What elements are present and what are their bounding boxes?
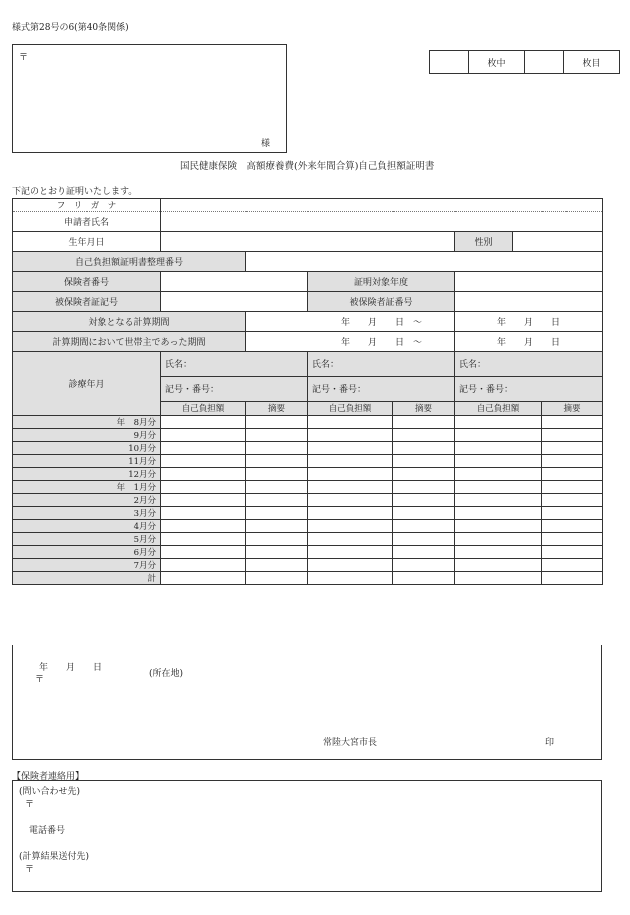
applicant-name-field[interactable] bbox=[161, 212, 603, 232]
total-label: 計 bbox=[13, 572, 161, 585]
insured-number-field[interactable] bbox=[455, 292, 603, 312]
self-pay-cell[interactable] bbox=[161, 494, 246, 507]
self-pay-cell[interactable] bbox=[455, 455, 542, 468]
head-period-end[interactable]: 年 月 日 bbox=[455, 332, 603, 352]
remarks-cell[interactable] bbox=[246, 455, 308, 468]
month-row bbox=[13, 546, 603, 559]
self-pay-cell[interactable] bbox=[308, 455, 393, 468]
contact-box bbox=[12, 780, 602, 892]
remarks-cell[interactable] bbox=[246, 520, 308, 533]
self-pay-cell[interactable] bbox=[308, 533, 393, 546]
total-cell[interactable] bbox=[246, 572, 308, 585]
self-pay-cell[interactable] bbox=[455, 507, 542, 520]
month-row bbox=[13, 455, 603, 468]
self-pay-cell[interactable] bbox=[308, 520, 393, 533]
insured-symbol-label: 被保険者証記号 bbox=[13, 292, 161, 312]
remarks-cell[interactable] bbox=[393, 546, 455, 559]
person2-remarks-header: 摘要 bbox=[393, 401, 455, 415]
remarks-cell[interactable] bbox=[542, 481, 603, 494]
self-pay-cell[interactable] bbox=[455, 481, 542, 494]
self-pay-cell[interactable] bbox=[161, 429, 246, 442]
cert-postal-mark: 〒 bbox=[35, 675, 45, 685]
month-label: 11月分 bbox=[13, 455, 161, 468]
remarks-cell[interactable] bbox=[393, 481, 455, 494]
insurer-number-field[interactable] bbox=[161, 272, 308, 292]
remarks-cell[interactable] bbox=[393, 533, 455, 546]
gender-field[interactable] bbox=[513, 232, 603, 252]
self-pay-cell[interactable] bbox=[455, 442, 542, 455]
remarks-cell[interactable] bbox=[542, 507, 603, 520]
remarks-cell[interactable] bbox=[393, 429, 455, 442]
cert-number-field[interactable] bbox=[246, 252, 603, 272]
remarks-cell[interactable] bbox=[393, 507, 455, 520]
remarks-cell[interactable] bbox=[542, 494, 603, 507]
form-number: 様式第28号の6(第40条関係) bbox=[12, 23, 129, 33]
month-row bbox=[13, 468, 603, 481]
cert-date[interactable]: 年 月 日 bbox=[39, 663, 103, 673]
remarks-cell[interactable] bbox=[246, 494, 308, 507]
remarks-cell[interactable] bbox=[542, 442, 603, 455]
self-pay-cell[interactable] bbox=[455, 494, 542, 507]
self-pay-cell[interactable] bbox=[161, 481, 246, 494]
self-pay-cell[interactable] bbox=[161, 468, 246, 481]
month-label: 5月分 bbox=[13, 533, 161, 546]
page-counter bbox=[429, 50, 620, 74]
month-row bbox=[13, 494, 603, 507]
person3-self-pay-header: 自己負担額 bbox=[455, 401, 542, 415]
cert-year-field[interactable] bbox=[455, 272, 603, 292]
self-pay-cell[interactable] bbox=[161, 455, 246, 468]
honorific: 様 bbox=[261, 139, 271, 149]
contact-heading: 【保険者連絡用】 bbox=[12, 772, 85, 782]
remarks-cell[interactable] bbox=[542, 533, 603, 546]
location-label: (所在地) bbox=[149, 669, 184, 679]
remarks-cell[interactable] bbox=[542, 468, 603, 481]
person2-self-pay-header: 自己負担額 bbox=[308, 401, 393, 415]
calc-period-label: 対象となる計算期間 bbox=[13, 312, 246, 332]
self-pay-cell[interactable] bbox=[308, 416, 393, 429]
month-label: 10月分 bbox=[13, 442, 161, 455]
remarks-cell[interactable] bbox=[542, 455, 603, 468]
result-postal-mark: 〒 bbox=[25, 865, 35, 875]
remarks-cell[interactable] bbox=[393, 559, 455, 572]
self-pay-cell[interactable] bbox=[308, 481, 393, 494]
remarks-cell[interactable] bbox=[542, 546, 603, 559]
remarks-cell[interactable] bbox=[246, 507, 308, 520]
insured-symbol-field[interactable] bbox=[161, 292, 308, 312]
remarks-cell[interactable] bbox=[393, 455, 455, 468]
birthdate-label: 生年月日 bbox=[13, 232, 161, 252]
remarks-cell[interactable] bbox=[393, 416, 455, 429]
month-row bbox=[13, 442, 603, 455]
month-label: 4月分 bbox=[13, 520, 161, 533]
treatment-month-label: 診療年月 bbox=[13, 352, 161, 416]
person3-name[interactable]: 氏名： bbox=[455, 352, 603, 377]
self-pay-cell[interactable] bbox=[161, 559, 246, 572]
self-pay-cell[interactable] bbox=[308, 494, 393, 507]
phone-label: 電話番号 bbox=[29, 826, 66, 836]
birthdate-field[interactable] bbox=[161, 232, 455, 252]
page-total-label: 枚中 bbox=[469, 51, 525, 74]
page-current-value[interactable] bbox=[525, 51, 564, 74]
gender-label: 性別 bbox=[455, 232, 513, 252]
month-label: 6月分 bbox=[13, 546, 161, 559]
remarks-cell[interactable] bbox=[246, 442, 308, 455]
remarks-cell[interactable] bbox=[393, 442, 455, 455]
inquiry-postal-mark: 〒 bbox=[25, 800, 35, 810]
person2-symbol-number[interactable]: 記号・番号： bbox=[308, 376, 455, 401]
remarks-cell[interactable] bbox=[246, 468, 308, 481]
remarks-cell[interactable] bbox=[246, 481, 308, 494]
remarks-cell[interactable] bbox=[393, 468, 455, 481]
person3-remarks-header: 摘要 bbox=[542, 401, 603, 415]
seal-mark: 印 bbox=[545, 738, 555, 748]
total-cell[interactable] bbox=[455, 572, 542, 585]
remarks-cell[interactable] bbox=[246, 546, 308, 559]
postal-mark: 〒 bbox=[19, 53, 29, 63]
total-cell[interactable] bbox=[393, 572, 455, 585]
total-cell[interactable] bbox=[542, 572, 603, 585]
month-label: 9月分 bbox=[13, 429, 161, 442]
document-title: 国民健康保険 高額療養費(外来年間合算)自己負担額証明書 bbox=[180, 161, 435, 172]
inquiry-label: (問い合わせ先) bbox=[19, 787, 81, 797]
person1-remarks-header: 摘要 bbox=[246, 401, 308, 415]
certificate-table bbox=[12, 198, 603, 585]
month-label: 12月分 bbox=[13, 468, 161, 481]
applicant-name-label: 申請者氏名 bbox=[13, 212, 161, 232]
self-pay-cell[interactable] bbox=[455, 416, 542, 429]
remarks-cell[interactable] bbox=[246, 416, 308, 429]
result-dest-label: (計算結果送付先) bbox=[19, 852, 90, 862]
intro-text: 下記のとおり証明いたします。 bbox=[12, 187, 138, 197]
month-label: 7月分 bbox=[13, 559, 161, 572]
self-pay-cell[interactable] bbox=[455, 520, 542, 533]
remarks-cell[interactable] bbox=[542, 520, 603, 533]
self-pay-cell[interactable] bbox=[308, 468, 393, 481]
self-pay-cell[interactable] bbox=[308, 429, 393, 442]
remarks-cell[interactable] bbox=[542, 429, 603, 442]
month-label: 3月分 bbox=[13, 507, 161, 520]
insurer-number-label: 保険者番号 bbox=[13, 272, 161, 292]
self-pay-cell[interactable] bbox=[161, 520, 246, 533]
self-pay-cell[interactable] bbox=[455, 559, 542, 572]
self-pay-cell[interactable] bbox=[308, 442, 393, 455]
cert-year-label: 証明対象年度 bbox=[308, 272, 455, 292]
month-row bbox=[13, 533, 603, 546]
person1-name[interactable]: 氏名： bbox=[161, 352, 308, 377]
furigana-label: フ リ ガ ナ bbox=[13, 199, 161, 212]
month-row bbox=[13, 429, 603, 442]
self-pay-cell[interactable] bbox=[455, 546, 542, 559]
cert-number-label: 自己負担額証明書整理番号 bbox=[13, 252, 246, 272]
self-pay-cell[interactable] bbox=[161, 507, 246, 520]
remarks-cell[interactable] bbox=[542, 559, 603, 572]
month-label: 2月分 bbox=[13, 494, 161, 507]
month-row bbox=[13, 507, 603, 520]
remarks-cell[interactable] bbox=[246, 533, 308, 546]
address-box bbox=[12, 44, 287, 153]
calc-period-end[interactable]: 年 月 日 bbox=[455, 312, 603, 332]
furigana-field[interactable] bbox=[161, 199, 603, 212]
head-period-label: 計算期間において世帯主であった期間 bbox=[13, 332, 246, 352]
person1-self-pay-header: 自己負担額 bbox=[161, 401, 246, 415]
month-row bbox=[13, 559, 603, 572]
self-pay-cell[interactable] bbox=[455, 533, 542, 546]
head-period-start[interactable]: 年 月 日 〜 bbox=[246, 332, 455, 352]
self-pay-cell[interactable] bbox=[308, 546, 393, 559]
remarks-cell[interactable] bbox=[246, 429, 308, 442]
calc-period-start[interactable]: 年 月 日 〜 bbox=[246, 312, 455, 332]
self-pay-cell[interactable] bbox=[161, 533, 246, 546]
month-label: 年 1月分 bbox=[13, 481, 161, 494]
remarks-cell[interactable] bbox=[246, 559, 308, 572]
remarks-cell[interactable] bbox=[542, 416, 603, 429]
certifier-box bbox=[12, 645, 602, 760]
self-pay-cell[interactable] bbox=[161, 546, 246, 559]
person1-symbol-number[interactable]: 記号・番号： bbox=[161, 376, 308, 401]
month-label: 年 8月分 bbox=[13, 416, 161, 429]
page-total-value[interactable] bbox=[430, 51, 469, 74]
month-row bbox=[13, 520, 603, 533]
self-pay-cell[interactable] bbox=[455, 429, 542, 442]
self-pay-cell[interactable] bbox=[161, 442, 246, 455]
self-pay-cell[interactable] bbox=[308, 559, 393, 572]
month-row bbox=[13, 481, 603, 494]
self-pay-cell[interactable] bbox=[161, 416, 246, 429]
month-row bbox=[13, 416, 603, 429]
remarks-cell[interactable] bbox=[393, 494, 455, 507]
insured-number-label: 被保険者証番号 bbox=[308, 292, 455, 312]
self-pay-cell[interactable] bbox=[455, 468, 542, 481]
mayor-name: 常陸大宮市長 bbox=[323, 738, 378, 748]
total-cell[interactable] bbox=[308, 572, 393, 585]
person2-name[interactable]: 氏名： bbox=[308, 352, 455, 377]
page-current-label: 枚目 bbox=[564, 51, 620, 74]
self-pay-cell[interactable] bbox=[308, 507, 393, 520]
remarks-cell[interactable] bbox=[393, 520, 455, 533]
person3-symbol-number[interactable]: 記号・番号： bbox=[455, 376, 603, 401]
total-cell[interactable] bbox=[161, 572, 246, 585]
